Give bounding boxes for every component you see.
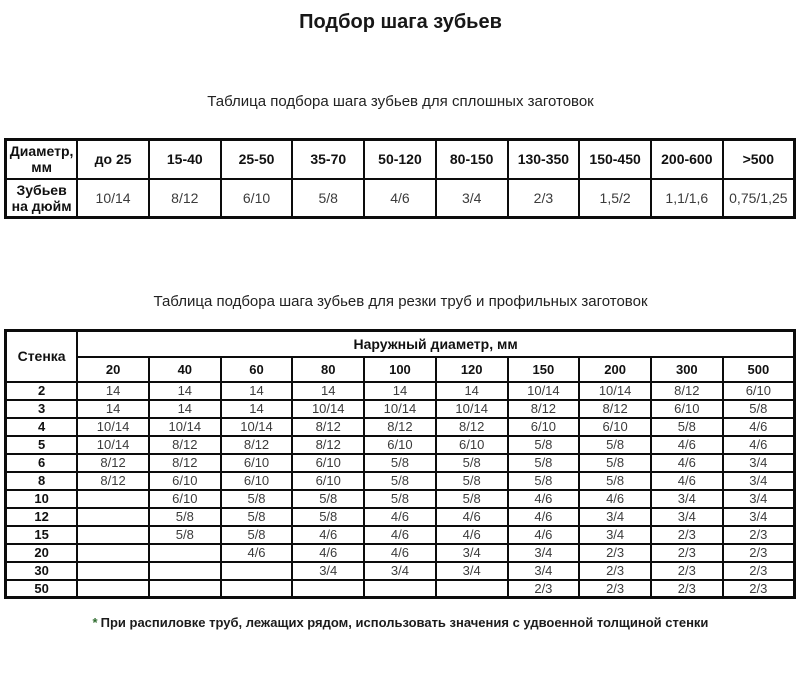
pitch-value-cell: 3/4 (579, 526, 651, 544)
wall-thickness-label: 50 (6, 580, 78, 598)
outer-diameter-column-header: 150 (508, 357, 580, 382)
pitch-value-cell: 10/14 (149, 418, 221, 436)
pitch-value-cell (77, 508, 149, 526)
pitch-value-cell: 4/6 (651, 436, 723, 454)
pitch-value-cell (364, 580, 436, 598)
pitch-value-cell (221, 562, 293, 580)
wall-thickness-label: 3 (6, 400, 78, 418)
pitch-value-cell: 3/4 (723, 472, 795, 490)
pitch-value-cell: 5/8 (292, 508, 364, 526)
tpi-value-cell: 4/6 (364, 179, 436, 218)
pipe-table-row (6, 436, 795, 454)
pitch-value-cell (149, 544, 221, 562)
pitch-value-cell: 4/6 (436, 526, 508, 544)
pitch-value-cell: 2/3 (651, 562, 723, 580)
solid-table-diameter-header: Диаметр, мм (6, 140, 78, 179)
pitch-value-cell: 4/6 (508, 526, 580, 544)
pitch-value-cell: 4/6 (723, 436, 795, 454)
pitch-value-cell: 4/6 (651, 454, 723, 472)
pitch-value-cell: 6/10 (651, 400, 723, 418)
footnote (0, 615, 801, 631)
pitch-value-cell: 8/12 (292, 436, 364, 454)
pitch-value-cell: 3/4 (723, 454, 795, 472)
footnote-text: При распиловке труб, лежащих рядом, использовать значения с удвоенной толщиной стенки (100, 615, 709, 630)
diameter-range-header: 25-50 (221, 140, 293, 179)
diameter-range-header: 80-150 (436, 140, 508, 179)
pitch-value-cell: 3/4 (651, 508, 723, 526)
outer-diameter-column-header: 40 (149, 357, 221, 382)
pitch-value-cell (149, 580, 221, 598)
pitch-value-cell: 6/10 (292, 454, 364, 472)
footnote-asterisk-marker: * (92, 615, 98, 630)
wall-thickness-label: 12 (6, 508, 78, 526)
pitch-value-cell: 4/6 (292, 544, 364, 562)
pitch-value-cell: 3/4 (364, 562, 436, 580)
pitch-value-cell: 3/4 (579, 508, 651, 526)
tpi-value-cell: 2/3 (508, 179, 580, 218)
pitch-value-cell: 5/8 (579, 454, 651, 472)
pitch-value-cell: 5/8 (508, 436, 580, 454)
pitch-value-cell: 5/8 (149, 508, 221, 526)
pipe-table-row (6, 580, 795, 598)
diameter-range-header: 150-450 (579, 140, 651, 179)
pitch-value-cell: 5/8 (579, 472, 651, 490)
tpi-value-cell: 6/10 (221, 179, 293, 218)
pitch-value-cell: 2/3 (723, 544, 795, 562)
pitch-value-cell: 8/12 (149, 436, 221, 454)
diameter-range-header: >500 (723, 140, 795, 179)
pitch-value-cell: 6/10 (723, 382, 795, 400)
pitch-value-cell: 6/10 (221, 454, 293, 472)
outer-diameter-column-header: 20 (77, 357, 149, 382)
diameter-range-header: 130-350 (508, 140, 580, 179)
pipe-table-row (6, 382, 795, 400)
pitch-value-cell: 14 (77, 382, 149, 400)
pitch-value-cell (292, 580, 364, 598)
pitch-value-cell: 14 (292, 382, 364, 400)
pitch-value-cell: 6/10 (149, 490, 221, 508)
pipe-table-row (6, 562, 795, 580)
pitch-value-cell: 3/4 (436, 544, 508, 562)
pitch-value-cell (77, 580, 149, 598)
pitch-value-cell: 5/8 (651, 418, 723, 436)
pitch-value-cell: 2/3 (579, 544, 651, 562)
pitch-value-cell: 4/6 (292, 526, 364, 544)
tpi-value-cell: 0,75/1,25 (723, 179, 795, 218)
pitch-value-cell: 8/12 (292, 418, 364, 436)
pitch-value-cell: 6/10 (364, 436, 436, 454)
pitch-value-cell: 2/3 (723, 526, 795, 544)
pitch-value-cell: 5/8 (436, 472, 508, 490)
pipe-table-row (6, 544, 795, 562)
pitch-value-cell (77, 562, 149, 580)
pipe-table-group-head-row (6, 331, 795, 357)
outer-diameter-column-header: 120 (436, 357, 508, 382)
pitch-value-cell: 4/6 (364, 544, 436, 562)
pitch-value-cell: 10/14 (364, 400, 436, 418)
pitch-value-cell (77, 526, 149, 544)
pitch-value-cell: 4/6 (579, 490, 651, 508)
pitch-value-cell: 8/12 (364, 418, 436, 436)
solid-table-head-row (6, 140, 795, 179)
outer-diameter-column-header: 500 (723, 357, 795, 382)
pitch-value-cell: 8/12 (579, 400, 651, 418)
pipe-table-row (6, 490, 795, 508)
pipe-table-wall-corner-header: Стенка (6, 331, 78, 382)
pitch-value-cell: 6/10 (579, 418, 651, 436)
pipe-table-row (6, 400, 795, 418)
pipe-table-outer-diameter-header: Наружный диаметр, мм (77, 331, 794, 357)
pitch-value-cell: 10/14 (77, 418, 149, 436)
pitch-value-cell: 3/4 (723, 490, 795, 508)
pitch-value-cell: 5/8 (221, 508, 293, 526)
pipe-table-body (6, 331, 795, 598)
outer-diameter-column-header: 60 (221, 357, 293, 382)
pipe-table-row (6, 418, 795, 436)
pitch-value-cell: 2/3 (508, 580, 580, 598)
pipe-table-caption: Таблица подбора шага зубьев для резки труб и профильных заготовок (153, 293, 648, 310)
pitch-value-cell: 2/3 (723, 580, 795, 598)
pitch-value-cell: 4/6 (651, 472, 723, 490)
pipe-table (4, 329, 796, 599)
pitch-value-cell: 5/8 (221, 526, 293, 544)
pitch-value-cell: 4/6 (221, 544, 293, 562)
pitch-value-cell: 2/3 (651, 580, 723, 598)
tpi-value-cell: 10/14 (77, 179, 149, 218)
pitch-value-cell (221, 580, 293, 598)
pitch-value-cell: 3/4 (723, 508, 795, 526)
outer-diameter-column-header: 80 (292, 357, 364, 382)
pitch-value-cell: 5/8 (364, 490, 436, 508)
pitch-value-cell: 10/14 (292, 400, 364, 418)
tpi-value-cell: 8/12 (149, 179, 221, 218)
pitch-value-cell: 3/4 (508, 562, 580, 580)
pitch-value-cell: 3/4 (651, 490, 723, 508)
pipe-table-row (6, 526, 795, 544)
pitch-value-cell: 5/8 (436, 490, 508, 508)
outer-diameter-column-header: 300 (651, 357, 723, 382)
pitch-value-cell: 14 (77, 400, 149, 418)
pitch-value-cell: 5/8 (292, 490, 364, 508)
pitch-value-cell: 6/10 (436, 436, 508, 454)
wall-thickness-label: 10 (6, 490, 78, 508)
pitch-value-cell: 8/12 (77, 454, 149, 472)
pitch-value-cell (77, 490, 149, 508)
pitch-value-cell: 4/6 (508, 508, 580, 526)
pitch-value-cell: 14 (436, 382, 508, 400)
pitch-value-cell: 5/8 (221, 490, 293, 508)
pitch-value-cell: 2/3 (651, 544, 723, 562)
wall-thickness-label: 15 (6, 526, 78, 544)
tpi-value-cell: 3/4 (436, 179, 508, 218)
tpi-value-cell: 1,1/1,6 (651, 179, 723, 218)
wall-thickness-label: 5 (6, 436, 78, 454)
pitch-value-cell: 5/8 (364, 454, 436, 472)
pitch-value-cell: 5/8 (579, 436, 651, 454)
diameter-range-header: до 25 (77, 140, 149, 179)
pitch-value-cell: 4/6 (723, 418, 795, 436)
pitch-value-cell: 14 (221, 382, 293, 400)
solid-table-body (6, 140, 795, 218)
pitch-value-cell: 10/14 (77, 436, 149, 454)
diameter-range-header: 15-40 (149, 140, 221, 179)
diameter-range-header: 50-120 (364, 140, 436, 179)
tpi-value-cell: 1,5/2 (579, 179, 651, 218)
pitch-value-cell: 5/8 (364, 472, 436, 490)
pitch-value-cell: 2/3 (579, 562, 651, 580)
pitch-value-cell: 5/8 (149, 526, 221, 544)
pitch-value-cell: 10/14 (221, 418, 293, 436)
pitch-value-cell: 2/3 (651, 526, 723, 544)
pitch-value-cell: 4/6 (436, 508, 508, 526)
wall-thickness-label: 6 (6, 454, 78, 472)
pitch-value-cell: 4/6 (364, 526, 436, 544)
solid-table (4, 138, 796, 219)
pitch-value-cell (149, 562, 221, 580)
pitch-value-cell: 6/10 (292, 472, 364, 490)
pitch-value-cell: 10/14 (436, 400, 508, 418)
outer-diameter-column-header: 200 (579, 357, 651, 382)
pitch-value-cell: 14 (149, 400, 221, 418)
pitch-value-cell: 8/12 (436, 418, 508, 436)
pitch-value-cell: 3/4 (436, 562, 508, 580)
pitch-value-cell: 5/8 (508, 472, 580, 490)
wall-thickness-label: 20 (6, 544, 78, 562)
pitch-value-cell: 2/3 (723, 562, 795, 580)
pitch-value-cell: 8/12 (651, 382, 723, 400)
diameter-range-header: 200-600 (651, 140, 723, 179)
pitch-value-cell: 6/10 (221, 472, 293, 490)
pitch-value-cell: 8/12 (508, 400, 580, 418)
pitch-value-cell: 6/10 (508, 418, 580, 436)
page-title: Подбор шага зубьев (299, 11, 502, 33)
pitch-value-cell: 4/6 (364, 508, 436, 526)
pipe-table-row (6, 472, 795, 490)
pipe-table-columns-row (6, 357, 795, 382)
pitch-value-cell: 14 (364, 382, 436, 400)
pitch-value-cell: 14 (149, 382, 221, 400)
pitch-value-cell: 6/10 (149, 472, 221, 490)
wall-thickness-label: 2 (6, 382, 78, 400)
pitch-value-cell: 5/8 (723, 400, 795, 418)
pitch-value-cell (77, 544, 149, 562)
diameter-range-header: 35-70 (292, 140, 364, 179)
pitch-value-cell: 2/3 (579, 580, 651, 598)
pitch-value-cell: 10/14 (508, 382, 580, 400)
solid-table-caption: Таблица подбора шага зубьев для сплошных заготовок (207, 93, 594, 110)
pitch-value-cell: 14 (221, 400, 293, 418)
outer-diameter-column-header: 100 (364, 357, 436, 382)
pitch-value-cell: 10/14 (579, 382, 651, 400)
pitch-value-cell: 5/8 (508, 454, 580, 472)
tpi-value-cell: 5/8 (292, 179, 364, 218)
pitch-value-cell: 3/4 (508, 544, 580, 562)
pitch-value-cell: 8/12 (149, 454, 221, 472)
pitch-value-cell: 3/4 (292, 562, 364, 580)
solid-table-value-row (6, 179, 795, 218)
pitch-value-cell: 8/12 (77, 472, 149, 490)
pitch-value-cell (436, 580, 508, 598)
pitch-value-cell: 8/12 (221, 436, 293, 454)
pipe-table-row (6, 508, 795, 526)
pitch-value-cell: 5/8 (436, 454, 508, 472)
pipe-table-row (6, 454, 795, 472)
wall-thickness-label: 8 (6, 472, 78, 490)
pitch-value-cell: 4/6 (508, 490, 580, 508)
wall-thickness-label: 4 (6, 418, 78, 436)
solid-table-tpi-header: Зубьев на дюйм (6, 179, 78, 218)
wall-thickness-label: 30 (6, 562, 78, 580)
